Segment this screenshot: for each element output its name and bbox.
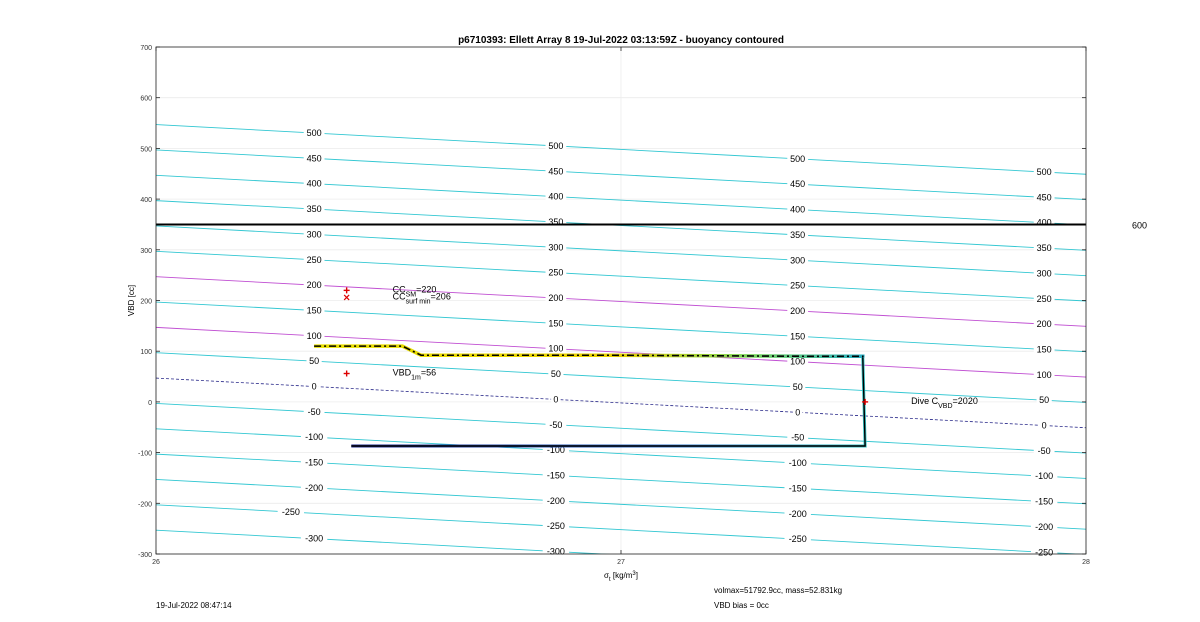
contour-label: 400 [790, 204, 806, 215]
marker-cc [344, 291, 451, 305]
marker-layer [344, 284, 978, 409]
contour-label: -250 [788, 534, 807, 545]
x-tick-label: 27 [617, 559, 625, 566]
contour-label: 500 [306, 128, 322, 139]
marker-label: $CC_{SM}=220$ [392, 284, 437, 298]
contour-label: 350 [790, 229, 806, 240]
contour-label: 150 [548, 318, 564, 329]
x-axis-label: $\sigma_t$ $[kg/m^3]$ [604, 571, 638, 583]
contour-label: 500 [1036, 167, 1052, 178]
contour-label: -50 [549, 419, 563, 430]
grid-layer [156, 47, 1086, 554]
timestamp: 19-Jul-2022 08:47:14 [156, 601, 232, 610]
contour-label: 400 [1036, 217, 1052, 228]
contour-label: 250 [1036, 293, 1052, 304]
contour-label: 400 [306, 178, 322, 189]
marker-label: Dive $C_{VBD}=2020$ [911, 395, 978, 410]
contour-label: -50 [1037, 445, 1051, 456]
y-tick-label: 300 [140, 247, 152, 255]
contour-label: -300 [305, 533, 324, 544]
marker-label: $CC_{surf min}=206$ [392, 291, 451, 305]
y-tick-label: 500 [140, 146, 152, 154]
contour-label: 500 [790, 153, 806, 164]
contour-label: -150 [546, 470, 565, 481]
contour-label: 150 [306, 305, 322, 316]
contour-label: 500 [548, 140, 564, 151]
marker-vbd [344, 368, 437, 382]
y-tick-label: 600 [140, 95, 152, 103]
contour-label: 350 [1036, 243, 1052, 254]
y-tick-label: 400 [140, 197, 152, 205]
contour-label: 350 [306, 204, 322, 215]
contour-label: 0 [311, 381, 317, 392]
contour-label: 400 [548, 191, 564, 202]
marker-label: $VBD_{1m}=56$ [392, 367, 437, 382]
contour-label: -100 [788, 458, 807, 469]
contour-label: 450 [1036, 192, 1052, 203]
y-tick-label: -200 [137, 501, 152, 509]
contour-label: -200 [1035, 521, 1054, 532]
contour-label: -200 [788, 508, 807, 519]
marker-dive-c [862, 396, 978, 410]
contour-label: 150 [1036, 344, 1052, 355]
contour-label: 100 [790, 356, 806, 367]
contour-label: 100 [1036, 369, 1052, 380]
x-tick-label: 28 [1082, 559, 1090, 566]
contour-label: -200 [305, 482, 324, 493]
vbd-bias-text: VBD bias = 0cc [714, 601, 769, 610]
contour-label: 200 [306, 280, 322, 291]
contour-label: -150 [305, 457, 324, 468]
contour-label: 300 [1036, 268, 1052, 279]
contour-label: 200 [1036, 319, 1052, 330]
contour-label: 350 [548, 216, 564, 227]
y-tick-label: 200 [140, 298, 152, 306]
contour-label: 300 [790, 255, 806, 266]
contour-label: -50 [791, 432, 805, 443]
chart-title: p6710393: Ellett Array 8 19-Jul-2022 03:13:59Z - buoyancy contoured [458, 35, 784, 46]
contour-label: 450 [548, 166, 564, 177]
axis-layer [127, 45, 1090, 583]
contour-label: -100 [305, 432, 324, 443]
contour-label: 250 [790, 280, 806, 291]
contour-label: 450 [306, 153, 322, 164]
contour-label: 250 [548, 267, 564, 278]
contour-label: -100 [546, 445, 565, 456]
contour-label: -200 [546, 495, 565, 506]
x-tick-label: 26 [152, 559, 160, 566]
contour-label: -250 [546, 521, 565, 532]
contour-label: 50 [309, 356, 320, 367]
contour-label: 0 [553, 394, 559, 405]
reference-line-label: 600 [1132, 220, 1148, 231]
marker-cc [344, 284, 437, 298]
contour-label: -150 [788, 483, 807, 494]
contour-label: -300 [546, 546, 565, 557]
contour-label: 200 [790, 305, 806, 316]
contour-label: 150 [790, 331, 806, 342]
contour-label: 0 [1041, 420, 1047, 431]
contour-label: -150 [1035, 496, 1054, 507]
y-axis-label: VBD [cc] [127, 284, 136, 317]
contour-label: 250 [306, 254, 322, 265]
contour-label: 300 [306, 229, 322, 240]
y-tick-label: 100 [140, 349, 152, 357]
contour-label: 50 [550, 369, 561, 380]
contour-label: -250 [281, 507, 300, 518]
contour-label: 300 [548, 242, 564, 253]
volmax-mass-text: volmax=51792.9cc, mass=52.831kg [714, 586, 843, 595]
contour-label: -100 [1035, 471, 1054, 482]
y-tick-label: -100 [137, 450, 152, 458]
contour-label: 100 [548, 343, 564, 354]
contour-label: 200 [548, 293, 564, 304]
contour-label-layer [278, 128, 1058, 557]
y-tick-label: -300 [137, 552, 152, 559]
contour-label: 50 [792, 382, 803, 393]
contour-label: 0 [795, 407, 801, 418]
contour-label: 100 [306, 330, 322, 341]
y-tick-label: 700 [140, 45, 152, 52]
contour-label: -50 [307, 406, 321, 417]
contour-label: -250 [1035, 547, 1054, 558]
contour-label: 450 [790, 179, 806, 190]
y-tick-label: 0 [148, 399, 152, 407]
contour-label: 50 [1039, 395, 1050, 406]
